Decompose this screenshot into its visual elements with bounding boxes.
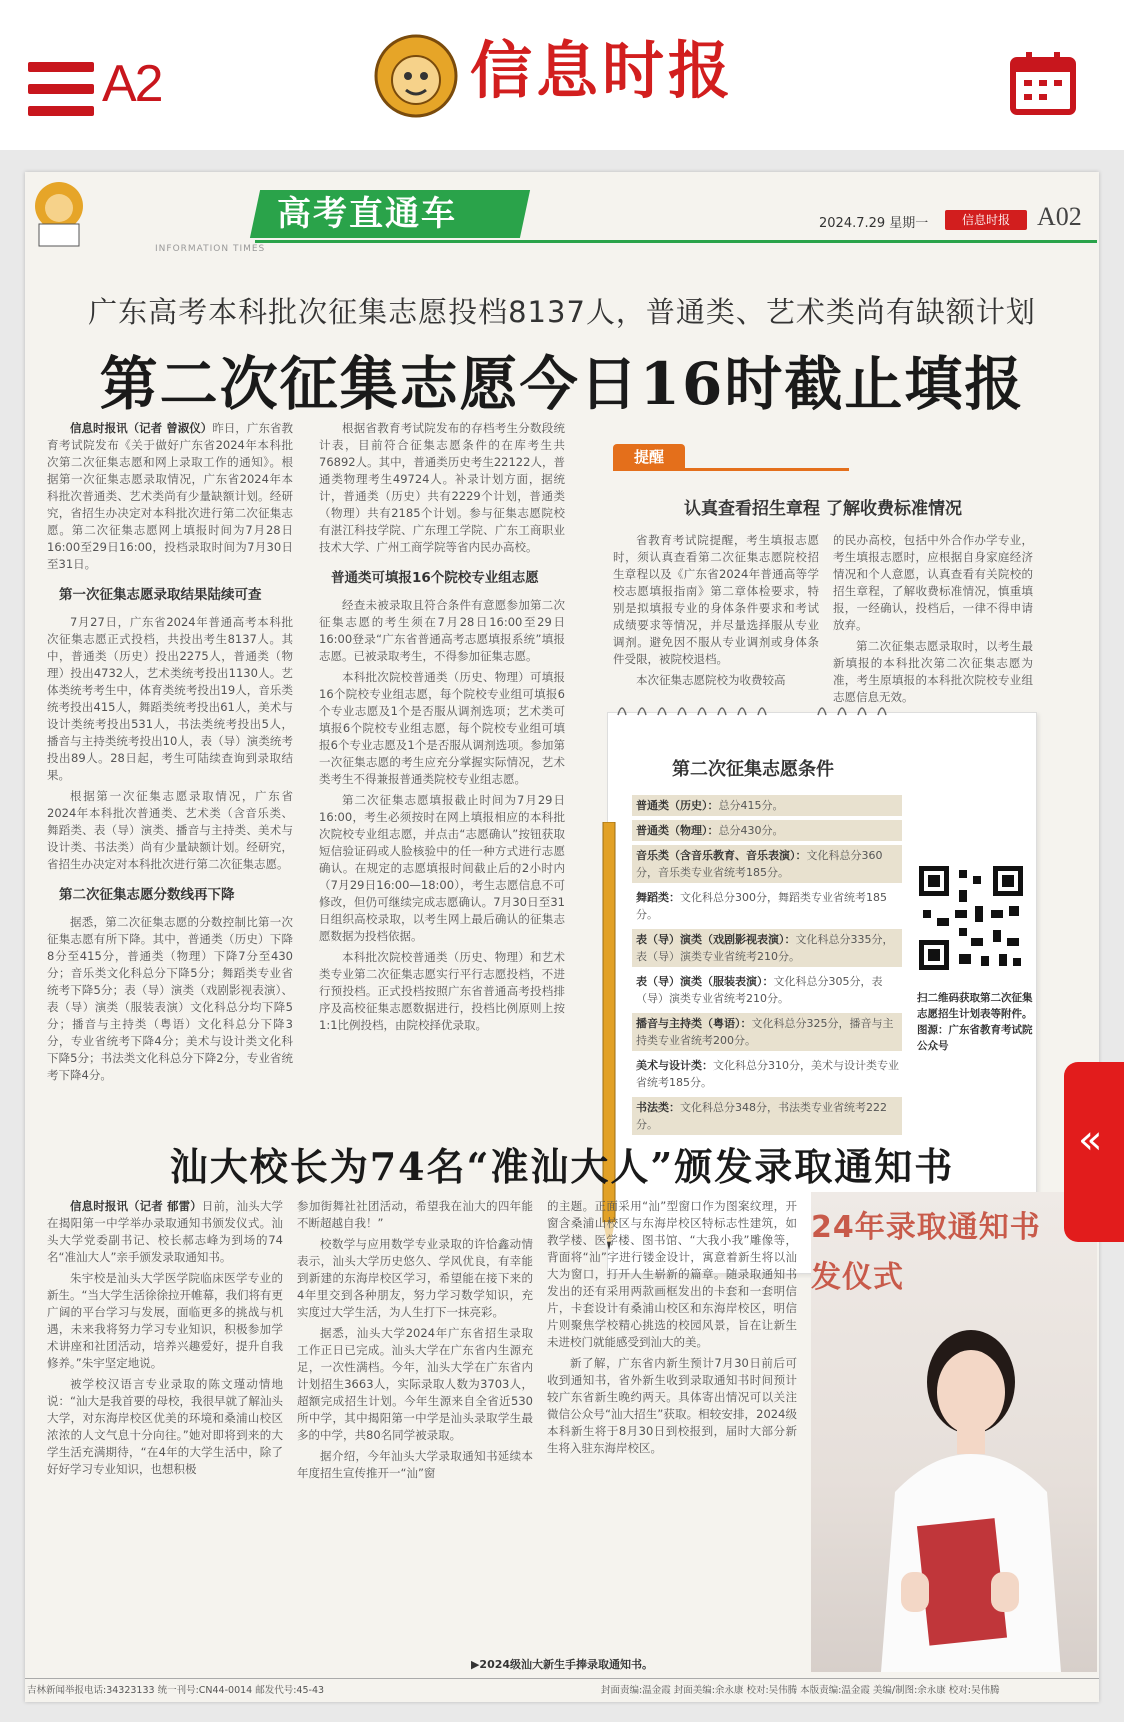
article1-column-1 xyxy=(47,420,293,1088)
condition-item: 书法类：文化科总分348分，书法类专业省统考222分。 xyxy=(632,1097,902,1135)
photo-backdrop-text: 发仪式 xyxy=(811,1260,904,1295)
double-chevron-left-icon: « xyxy=(1078,1117,1103,1163)
condition-item: 普通类（历史）：总分415分。 xyxy=(632,795,902,816)
paragraph: 经查未被录取且符合条件有意愿参加第二次征集志愿的考生须在7月28日16:00至29日16:00登录“广东省普通高考志愿填报系统”填报志愿。已被录取考生，不得参加征集志愿。 xyxy=(319,598,565,663)
qr-code-icon[interactable] xyxy=(915,862,1027,974)
reminder-column-2 xyxy=(833,532,1033,710)
lion-reading-logo-icon xyxy=(29,178,89,250)
paragraph: 被学校汉语言专业录取的陈文瑾动情地说：“汕大是我首要的母校，我很早就了解汕头大学，对东海岸校区优美的环境和桑浦山校区浓浓的人文气息十分向往。”她对即将到来的大学生活充满期待，“在4年的大学生活中，除了好好学习专业知识，也想积极 xyxy=(47,1377,283,1476)
issue-date: 2024.7.29 星期一 xyxy=(819,216,929,231)
student-figure-icon xyxy=(811,1192,1097,1672)
condition-item: 表（导）演类（戏剧影视表演）：文化科总分335分，表（导）演类专业省统考210分。 xyxy=(632,929,902,967)
paragraph: 参加街舞社社团活动，希望我在汕大的四年能不断超越自我！” xyxy=(297,1199,533,1230)
paragraph: 校数学与应用数学专业录取的许恰鑫动情表示，汕头大学历史悠久、学风优良，有幸能到新建的东海岸校区学习，希望能在接下来的4年里交到各种朋友，努力学习数学知识，充实度过大学生活，为人生打下一抹亮彩。 xyxy=(297,1237,533,1319)
condition-item: 表（导）演类（服装表演）：文化科总分305分，表（导）演类专业省统考210分。 xyxy=(636,975,883,1005)
page-code: A02 xyxy=(1037,202,1082,231)
paragraph: 省教育考试院提醒，考生填报志愿时，须认真查看第二次征集志愿院校招生章程以及《广东省2024年普通高等学校志愿填报指南》第二章体检要求，特别是拟填报专业的身体条件要求和考试成绩要求等情况，并尽量选择服从专业调剂。避免因不服从专业调剂或身体条件受限，被院校退档。 xyxy=(613,533,819,666)
paragraph: 第二次征集志愿录取时，以考生最新填报的本科批次第二次征集志愿为准，考生原填报的本科批次院校专业组志愿信息无效。 xyxy=(833,639,1033,704)
article1-column-2 xyxy=(319,420,565,1038)
banner-divider xyxy=(255,240,1097,243)
newspaper-page xyxy=(25,172,1099,1702)
qr-caption: 扫二维码获取第二次征集志愿招生计划表等附件。图源：广东省教育考试院公众号 xyxy=(917,992,1033,1052)
condition-item: 普通类（物理）：总分430分。 xyxy=(632,820,902,841)
article2-column-3 xyxy=(547,1198,797,1461)
paragraph: 据介绍，今年汕头大学录取通知书延续本年度招生宣传推开一“汕”窗 xyxy=(297,1449,533,1480)
footer-right: 封面责编:温金霞 封面美编:余永康 校对:吴伟腾 本版责编:温金霞 美编/制图:余永康 校对:吴伟腾 xyxy=(601,1685,1000,1696)
menu-icon[interactable] xyxy=(28,62,94,118)
app-topbar xyxy=(0,0,1124,150)
article2-headline: 汕大校长为74名“准汕大人”颁发录取通知书 xyxy=(169,1144,955,1189)
conditions-title: 第二次征集志愿条件 xyxy=(672,759,834,780)
section-banner: 高考直通车 xyxy=(277,194,457,234)
paragraph: 第二次征集志愿填报截止时间为7月29日16:00，考生必须按时在网上填报相应的本科批次院校专业组志愿，并点击“志愿确认”按钮获取短信验证码或人脸核验中的任一种方式进行志愿确认。在规定的志愿填报时间截止后的2小时内（7月29日16:00—18:00），考生志愿信息不可修改，但仍可继续完成志愿确认。7月30日至31日组织高校录取，以考生网上最后确认的征集志愿数据为投档依据。 xyxy=(319,793,565,943)
lion-logo-icon xyxy=(368,32,464,118)
paragraph: 昨日，广东省教育考试院发布《关于做好广东省2024年本科批次第二次征集志愿和网上录取工作的通知》。根据第一次征集志愿录取情况，广东省2024年本科批次普通类、艺术类尚有少量缺额计划。经研究，省招生办决定对本科批次进行第二次征集志愿。第二次征集志愿网上填报时间为7月28日16:00至29日16:00，投档录取时间为7月30日至31日。 xyxy=(47,421,293,571)
paragraph: 本科批次院校普通类（历史、物理）可填报16个院校专业组志愿，每个院校专业组可填报6个专业志愿及1个是否服从调剂选项；艺术类可填报6个院校专业组志愿，每个院校专业组可填报6个专业志愿及1个是否服从调剂选项。参加第一次征集志愿的考生应充分掌握实际情况，艺术类考生不得兼报普通类院校专业组志愿。 xyxy=(319,670,565,786)
condition-item: 舞蹈类：文化科总分300分，舞蹈类专业省统考185分。 xyxy=(636,891,887,921)
paragraph: 据悉，汕头大学2024年广东省招生录取工作正日已完成。汕头大学在广东省内生源充足，一次性满档。今年，汕头大学在广东省内计划招生3663人，实际录取人数为3703人，超额完成招生计划。今年生源来自全省近530所中学，其中揭阳第一中学是汕头录取学生最多的中学，共80名同学被录取。 xyxy=(297,1326,533,1442)
article1-headline: 第二次征集志愿今日16时截止填报 xyxy=(99,350,1025,418)
article2-column-1 xyxy=(47,1198,283,1482)
logo-caption: INFORMATION TIMES xyxy=(155,244,266,254)
reminder-column-1 xyxy=(613,532,819,693)
article2-byline: 信息时报讯（记者 郁雷） xyxy=(70,1199,202,1213)
condition-item: 播音与主持类（粤语）：文化科总分325分，播音与主持类专业省统考200分。 xyxy=(632,1013,902,1051)
article1-subhead-2: 第二次征集志愿分数线再下降 xyxy=(59,887,235,903)
reminder-title: 认真查看招生章程 了解收费标准情况 xyxy=(684,499,962,519)
paragraph: 7月27日，广东省2024年普通高考本科批次征集志愿正式投档，共投出考生8137人。其中，普通类（历史）投出2275人，普通类（物理）投出4732人，艺术类统考投出1130人。艺体类统考考生中，体育类统考投出19人，音乐类统考投出415人，舞蹈类统考投出61人，美术与设计类统考投出531人，书法类统考投出5人，播音与主持类统考投出10人，表（导）演类统考投出89人。28日起，考生可陆续查询到录取结果。 xyxy=(47,615,293,782)
photo-backdrop-text: 24年录取通知书 xyxy=(811,1210,1041,1245)
paragraph: 本次征集志愿院校为收费较高 xyxy=(636,673,786,687)
brand-badge: 信息时报 xyxy=(945,210,1027,230)
paragraph: 本科批次院校普通类（历史、物理）和艺术类专业第二次征集志愿实行平行志愿投档，不进行预投档。正式投档按照广东省普通高考投档排序及高校征集志愿数据进行，投档比例原则上按1:1比例投档，由院校择优录取。 xyxy=(319,950,565,1032)
footer-divider xyxy=(25,1678,1099,1679)
condition-item: 音乐类（含音乐教育、音乐表演）：文化科总分360分，音乐类专业省统考185分。 xyxy=(632,845,902,883)
paragraph: 的主题。正面采用“汕”型窗口作为图案纹理，开窗含桑浦山校区与东海岸校区特标志性建筑，如教学楼、医学楼、图书馆、“大我小我”雕像等，背面将“汕”字进行镂金设计，寓意着新生将以汕大为窗口，打开人生崭新的篇章。随录取通知书发出的还有采用两款画框发出的卡套和一套明信片，卡套设计有桑浦山校区和东海岸校区，明信片则聚焦学校精心挑选的校园风景，旨在让新生未进校门就能感受到汕大的美。 xyxy=(547,1199,797,1349)
page-number[interactable]: A2 xyxy=(102,55,162,113)
footer-left: 吉林新闻举报电话:34323133 统一刊号:CN44-0014 邮发代号:45-43 xyxy=(27,1685,325,1696)
masthead-title: 信息时报 xyxy=(470,34,735,107)
article1-subtitle: 广东高考本科批次征集志愿投档8137人，普通类、艺术类尚有缺额计划 xyxy=(88,295,1036,329)
paragraph: 据悉，第二次征集志愿的分数控制比第一次征集志愿有所下降。其中，普通类（历史）下降8分至415分，普通类（物理）下降7分至430分；音乐类文化科总分下降5分；舞蹈类专业省统考下降5分；表（导）演类（戏剧影视表演）、表（导）演类（服装表演）文化科总分均下降5分；播音与主持类（粤语）文化科总分下降3分，专业省统考下降4分；美术与设计类文化科下降5分；书法类文化科总分下降2分，专业省统考下降4分。 xyxy=(47,915,293,1082)
paragraph: 新了解，广东省内新生预计7月30日前后可收到通知书，省外新生收到录取通知书时间预计较广东省新生晚约两天。具体寄出情况可以关注微信公众号“汕大招生”获取。相较安排，2024级本科新生将于8月30日到校报到，届时大部分新生将入驻东海岸校区。 xyxy=(547,1356,797,1455)
article1-byline: 信息时报讯（记者 曾淑仪） xyxy=(70,421,213,435)
article1-subhead-3: 普通类可填报16个院校专业组志愿 xyxy=(331,570,539,586)
photo-caption: ▶2024级汕大新生手捧录取通知书。 xyxy=(470,1658,654,1671)
notepad-rings-icon xyxy=(608,701,1036,717)
paragraph: 日前，汕头大学在揭阳第一中学举办录取通知书颁发仪式。汕头大学党委副书记、校长郝志峰为到场的74名“准汕大人”亲手颁发录取通知书。 xyxy=(47,1199,283,1264)
conditions-list xyxy=(632,795,902,1139)
paragraph: 根据第一次征集志愿录取情况，广东省2024年本科批次普通类、艺术类（含音乐类、舞蹈类、表（导）演类、播音与主持类、美术与设计类、书法类）尚有少量缺额计划。经研究，省招生办决定对本科批次进行第二次征集志愿。 xyxy=(47,789,293,871)
reminder-divider xyxy=(613,468,849,471)
calendar-icon[interactable] xyxy=(1010,50,1076,116)
article1-subhead-1: 第一次征集志愿录取结果陆续可查 xyxy=(59,587,262,603)
article2-column-2 xyxy=(297,1198,533,1486)
collapse-panel-button[interactable] xyxy=(1064,1062,1124,1242)
student-photo xyxy=(811,1192,1097,1672)
condition-item: 美术与设计类：文化科总分310分，美术与设计类专业省统考185分。 xyxy=(636,1059,899,1089)
paragraph: 的民办高校，包括中外合作办学专业，考生填报志愿时，应根据自身家庭经济情况和个人意愿，认真查看有关院校的招生章程，了解收费标准情况，慎重填报，一经确认，投档后，一律不得申请放弃。 xyxy=(833,533,1033,632)
paragraph: 朱宇校是汕头大学医学院临床医学专业的新生。“当大学生活徐徐拉开帷幕，我们将有更广阔的平台学习与发展，面临更多的挑战与机遇，未来我将努力学习专业知识，积极参加学术讲座和社团活动，培养兴趣爱好，提升自我修养。”朱宇坚定地说。 xyxy=(47,1271,283,1370)
paragraph: 根据省教育考试院发布的存档考生分数段统计表，目前符合征集志愿条件的在库考生共76892人。其中，普通类历史考生22122人，普通类物理考生49724人。补录计划方面，据统计，普通类（历史）共有2229个计划，普通类（物理）共有2185个计划。参与征集志愿院校有湛江科技学院、广东理工学院、广东工商职业技术大学、广州工商学院等省内民办高校。 xyxy=(319,421,565,554)
reminder-tag: 提醒 xyxy=(613,444,685,470)
